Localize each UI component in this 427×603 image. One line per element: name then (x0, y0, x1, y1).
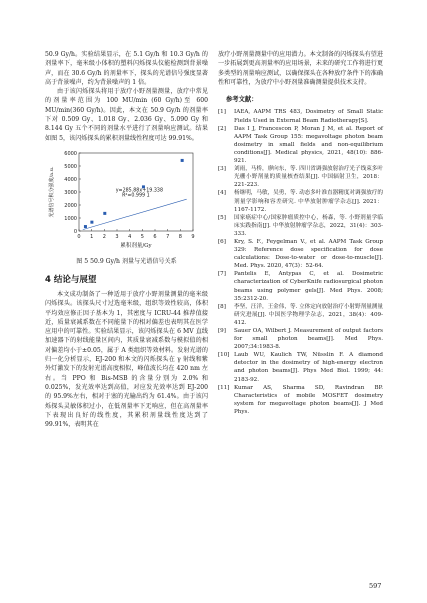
reference-text: Laub WU, Kaulich TW, Nüsslin F. A diamond detector in the dosimetry of high-energy electron and photon beams[J]. Phys Med Biol. 1999; 44: 2183-92. (234, 352, 383, 383)
x-tick-label: 9 (191, 233, 195, 240)
reference-list (218, 108, 383, 416)
reference-item (218, 327, 383, 351)
reference-number: [3] (218, 166, 226, 173)
reference-number: [11] (218, 384, 230, 391)
reference-number: [4] (218, 190, 226, 197)
y-tick-label: 0 (73, 228, 77, 235)
right-column (218, 50, 383, 416)
x-tick-label: 7 (166, 233, 170, 240)
paragraph: 50.9 Gy/h。实验结果显示，在 5.1 Gy/h 和 10.3 Gy/h 的剂量率下，毫米级小体积的塑料闪烁探头仪能检测到背景噪声，而在 30.6 Gy/h 的剂量率下，探头的光谱信号强度显著高于背景噪声，约为背景噪声的 1 倍。 (45, 51, 208, 86)
x-tick-label: 6 (153, 233, 157, 240)
x-tick-label: 1 (90, 233, 94, 240)
reference-item (218, 270, 383, 302)
reference-text: 杨继明，马敏，吴勇，等. 动态多叶准直器精度对调强放疗的剂量学影响和容差研究. 中华放射肿瘤学杂志[J]. 2021：1167-1172. (234, 190, 383, 213)
y-tick-label: 2000 (64, 202, 77, 209)
reference-item (218, 108, 383, 124)
y-axis-label: 光谱信号积分强度/a.u. (49, 166, 55, 218)
x-tick-label: 8 (178, 233, 182, 240)
dose-signal-chart (45, 147, 208, 253)
reference-number: [1] (218, 109, 226, 116)
reference-text: Kry, S. F., Feygelman V., et al. AAPM Task Group 329: Reference dose specification for dose calculations: Dose-to-water or dose-to-muscle[J]. Med. Phys. 2020, 47(3)：52-64. (234, 238, 383, 270)
y-tick-label: 6000 (64, 150, 77, 157)
reference-text: IAEA, AAPM TRS 483, Dosimetry of Small Static Fields Used in External Beam Radiotherapy[S]. (234, 109, 383, 124)
reference-number: [2] (218, 125, 226, 132)
left-column (45, 50, 208, 429)
r-squared: R²=0.999 1 (122, 193, 150, 199)
data-point (103, 212, 106, 215)
reference-text: Sauer OA, Wilbert J. Measurement of output factors for small photon beams[J]. Med Phys. 2007;34:1983-8. (234, 328, 383, 351)
data-point (84, 225, 87, 228)
reference-number: [6] (218, 238, 226, 245)
x-tick-label: 0 (77, 233, 81, 240)
x-tick-label: 2 (102, 233, 106, 240)
reference-number: [9] (218, 328, 226, 335)
reference-text: Pantelis E, Antypas C, et al. Dosimetric characterization of CyberKnife radiosurgical photon beams using polymer gels[J]. Med Phys. 2008; 35:2312-20. (234, 271, 383, 302)
reference-number: [5] (218, 214, 226, 221)
y-tick-label: 5000 (64, 163, 77, 170)
x-tick-label: 3 (115, 233, 119, 240)
references-title: 参考文献： (226, 96, 258, 104)
fit-line (83, 199, 187, 229)
y-tick-label: 1000 (64, 215, 77, 222)
x-tick-label: 5 (140, 233, 144, 240)
reference-item (218, 189, 383, 213)
reference-text: 李坚，汪洋，王金伟，等. 立体定向放射治疗小射野剂量测量研究进展[J]. 中国医学物理学杂志，2021，38(4)：409-412. (234, 303, 383, 326)
reference-item (218, 351, 383, 383)
x-axis-label: 累积剂量/Gy (120, 242, 152, 249)
section-title: 4 结论与展望 (45, 274, 97, 285)
paragraph: 由于该闪烁探头将用于放疗小野剂量测量，放疗中常见的剂量率范围为 100 MU/min (60 Gy/h)至 600 MU/min(360 Gy/h)。因此，本文在 50.9 Gy/h 的剂量率下对 0.509 Gy、1.018 Gy、2.036 Gy、5.090 Gy 和 8.144 Gy 五个不同的剂量水平进行了剂量响应测试。结果如图 5，该闪烁探头的累积剂量线性程度可达 99.91%。 (45, 88, 208, 142)
page-number: 597 (369, 582, 382, 590)
reference-item (218, 125, 383, 165)
figure-caption: 图 5 50.9 Gy/h 剂量与光谱信号关系 (76, 257, 177, 265)
reference-item (218, 303, 383, 327)
figure-5 (45, 147, 208, 255)
fit-equation: y=285.88x+19.338 (115, 188, 164, 194)
y-tick-label: 3000 (64, 189, 77, 196)
data-point (181, 159, 184, 162)
reference-item (218, 384, 383, 416)
reference-number: [10] (218, 352, 230, 359)
conclusion-paragraph: 本文成功制备了一种适用于放疗小野剂量测量的毫米级闪烁探头。该探头尺寸过选毫米级，组织等效性较高，体积平均效应修正因子基本为 1，其密度与 ICRU-44 推荐值接近，质量衰减系数在不同能量下的相对偏差也表明其在医学应用中的可靠性。实验结果显示，该闪烁探头在 6 MV 直线加速器下的射线能量区间内，其质量衰减系数与模拟值的相对偏差均小于±0.05，属于 A 类组织等效材料。发射光谱的归一化分析显示，EJ-200 和本文的闪烁探头在 γ 射线和紫外灯激发下的发射光谱高度相似，峰值波长均在 420 nm 左右。当 PPO 和 Bis-MSB 的含量分别为 2.0% 和 0.025%，发光效率达到高值，对应发光效率达到 EJ-200 的 95.9%左右，相对于塞的光输出约为 61.4%。由于该闪烁探头灵敏体积过小，在低剂量率下无响应，但在高剂量率下表现出良好的线性度，其累积剂量线性度达到了 99.91%，表明其在 (45, 290, 208, 429)
reference-item (218, 214, 383, 238)
reference-text: 刘雨，马桥，廖向东，等. 四川省调强放射治疗光子线束多叶光栅小野剂量的质量核查结果[J]. 中国辐射卫生，2018：221-223. (234, 166, 383, 189)
reference-text: Kumar AS, Sharma SD, Ravindran BP. Characteristics of mobile MOSFET dosimetry system for megavoltage photon beams[J]. J Med Phys. (234, 384, 383, 415)
data-point (90, 221, 93, 224)
x-tick-label: 4 (128, 233, 132, 240)
reference-number: [7] (218, 271, 226, 278)
y-tick-label: 4000 (64, 176, 77, 183)
reference-text: 国家癌症中心/国家肿瘤质控中心，杨森，等. 小野剂量学临床实践指南[J]. 中华放射肿瘤学杂志，2022，31(4)：303-333. (234, 214, 383, 237)
reference-number: [8] (218, 303, 226, 310)
reference-text: Das I J, Francescon P, Moran J M, et al. Report of AAPM Task Group 155: megavoltage photon beam dosimetry in small fields and non-equilibrium conditions[J]. Medical physics, 2021, 48(10): 886-921. (234, 125, 383, 165)
paragraph: 放疗小野剂量测量中的应用潜力。本文制备的闪烁探头有望进一步拓展到更高剂量率的应用场景，未来的研究工作将进行更多类型的剂量响应测试，以确保探头在各种放疗条件下的准确性和可靠性，为放疗中小野剂量准确测量提供技术支持。 (218, 51, 383, 86)
reference-item (218, 165, 383, 189)
reference-item (218, 238, 383, 270)
